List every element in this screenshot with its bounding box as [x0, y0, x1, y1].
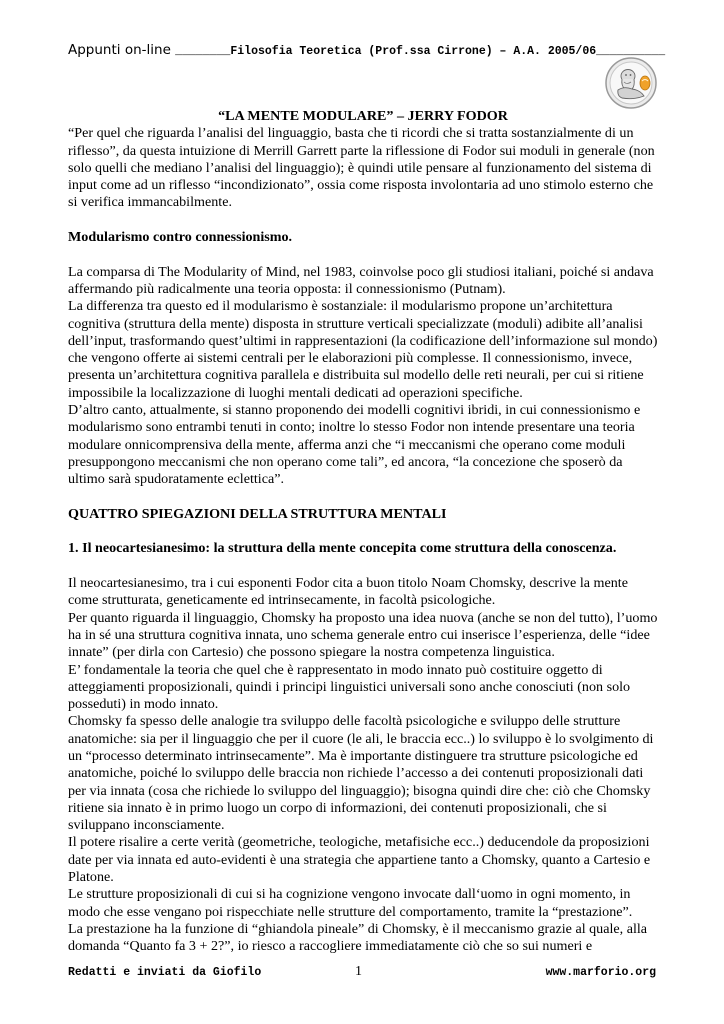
subsection-heading-neocartesianesimo: 1. Il neocartesianesimo: la struttura della mente concepita come struttura della conoscenza. [68, 540, 617, 557]
footer-author: Redatti e inviati da Giofilo [68, 966, 262, 979]
page-header [68, 41, 665, 61]
footer-website-link[interactable]: www.marforio.org [545, 966, 656, 979]
intro-paragraph: “Per quel che riguarda l’analisi del linguaggio, basta che ti ricordi che si tratta sostanzialmente di un riflesso”, da questa intuizione di Merrill Garrett parte la riflessione di Fodor sui moduli in generale (non solo quelli che mediano l’analisi del linguaggio); è quindi utile pensare al funzionamento del sistema di input come ad un riflesso “incondizionato”, ossia come risposta involontaria ad uno stimolo esterno che si verifica immancabilmente. [68, 125, 655, 211]
paragraph: Per quanto riguarda il linguaggio, Chomsky ha proposto una idea nuova (anche se non del tutto), l’uomo ha in sé una struttura cognitiva innata, uno schema generale entro cui inserisce l’esperienza, delle “idee innate” (per dirla con Cartesio) che possono spiegare la nostra competenza linguistica. [68, 609, 658, 661]
section-heading-quattro-spiegazioni: QUATTRO SPIEGAZIONI DELLA STRUTTURA MENTALI [68, 505, 447, 522]
document-body [68, 108, 658, 956]
paragraph: La prestazione ha la funzione di “ghiandola pineale” di Chomsky, è il meccanismo grazie al quale, alla domanda “Quanto fa 3 + 2?”, io riesco a raccogliere immediatamente ciò che so sui numeri e [68, 920, 648, 955]
page-number: 1 [355, 964, 362, 979]
marforio-statue-logo-icon [604, 56, 658, 110]
paragraph: D’altro canto, attualmente, si stanno proponendo dei modelli cognitivi ibridi, in cui connessionismo e modularismo sono entrambi tenuti in conto; inoltre lo stesso Fodor non intende presentare una teoria modulare onnicomprensiva della mente, afferma anzi che “i meccanismi che operano come moduli presuppongono meccanismi che non operano come tali”, ed ancora, “la concezione che sposerò da ultimo sarà spudoratamente eclettica”. [68, 402, 641, 488]
paragraph: Il neocartesianesimo, tra i cui esponenti Fodor cita a buon titolo Noam Chomsky, descrive la mente come strutturata, geneticamente ed intrinsecamente, in facoltà psicologiche. [68, 575, 628, 609]
page-footer [68, 964, 658, 984]
header-prefix: Appunti on-line [68, 42, 176, 58]
paragraph: La comparsa di The Modularity of Mind, nel 1983, coinvolse poco gli studiosi italiani, poiché si andava affermando più radicalmente una teoria opposta: il connessionismo (Putnam). [68, 263, 654, 297]
paragraph: Le strutture proposizionali di cui si ha cognizione vengono invocate dall‘uomo in ogni momento, in modo che esse vengano poi rispecchiate nelle strutture del comportamento, tramite la “prestazione”. [68, 886, 633, 920]
document-title: “LA MENTE MODULARE” – JERRY FODOR [218, 108, 508, 124]
paragraph: La differenza tra questo ed il modularismo è sostanziale: il modularismo propone un’architettura cognitiva (struttura della mente) disposta in strutture verticali specializzate (moduli) adibite all’analisi dell’input, trasformando quest’ultimi in rappresentazioni (la codificazione dell’informazione sul mondo) che vengono offerte ai sistemi centrali per le elaborazioni più complesse. Il connessionismo, invece, presenta un’architettura cognitiva parallela e distribuita sul modello delle reti neurali, per cui si ritiene impossibile la localizzazione di luoghi mentali dedicati ad operazioni specifiche. [68, 298, 658, 401]
paragraph: Chomsky fa spesso delle analogie tra sviluppo delle facoltà psicologiche e sviluppo delle strutture anatomiche: sia per il linguaggio che per il cuore (le ali, le braccia ecc..) lo sviluppo è lo svolgimento di un “processo determinato intrinsecamente”. Ma è importante distinguere tra strutture psicologiche ed anatomiche, poiché lo sviluppo delle braccia non richiede l’accesso a dei contenuti proposizionali dati per via innata (cosa che richiede lo sviluppo del linguaggio); bisogna quindi dire che: ciò che Chomsky ritiene sia innato è in primo luogo un corpo di informazioni, dei contenuti proposizionali, che si sviluppano inconsciamente. [68, 713, 654, 834]
header-course: ________Filosofia Teoretica (Prof.ssa Cirrone) – A.A. 2005/06__________ [175, 45, 666, 58]
section-heading-modularismo: Modularismo contro connessionismo. [68, 229, 293, 246]
paragraph: Il potere risalire a certe verità (geometriche, teologiche, metafisiche ecc..) deducendole da proposizioni date per via innata ed auto-evidenti è una strategia che appartiene tanto a Chomsky, quanto a Cartesio e Platone. [68, 834, 651, 886]
paragraph: E’ fondamentale la teoria che quel che è rappresentato in modo innato può costituire oggetto di atteggiamenti proposizionali, quindi i principi linguistici universali sono anche conosciuti (non solo posseduti) in modo innato. [68, 661, 631, 713]
